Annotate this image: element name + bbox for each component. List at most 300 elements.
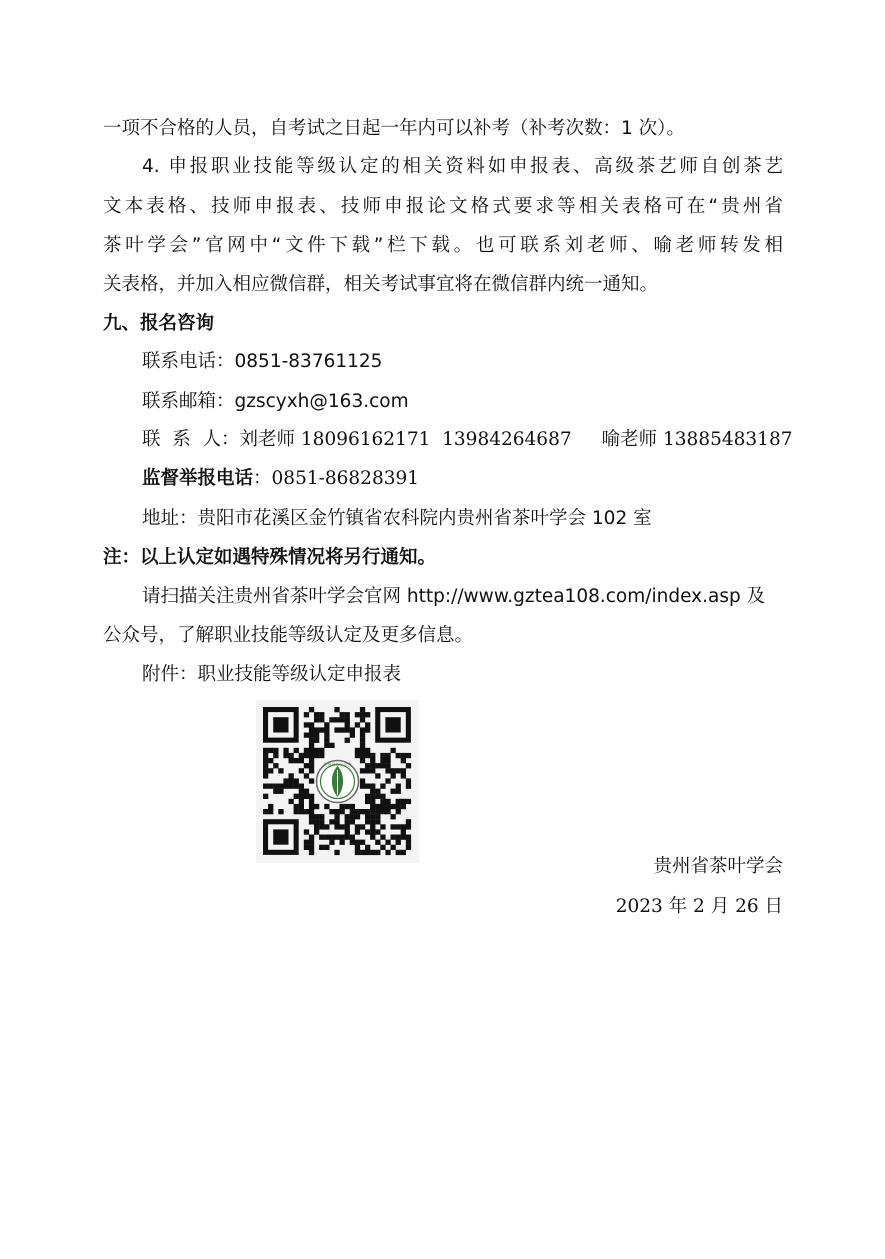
qr-module	[355, 829, 360, 834]
qr-module	[299, 768, 304, 773]
qr-module	[304, 809, 309, 814]
qr-module	[360, 784, 365, 789]
qr-module	[304, 829, 309, 834]
contact-phone-value: 0851-83761125	[234, 351, 383, 372]
qr-module	[309, 845, 314, 850]
attachment[interactable]: 附件：职业技能等级认定申报表	[142, 664, 402, 685]
qr-module	[268, 784, 273, 789]
contact-persons-label: 联 系 人：	[142, 429, 240, 450]
qr-module	[360, 727, 365, 732]
qr-module	[375, 763, 380, 768]
qr-module	[401, 835, 406, 840]
qr-module	[370, 835, 375, 840]
qr-module	[289, 758, 294, 763]
qr-module	[299, 794, 304, 799]
qr-module	[263, 768, 268, 773]
qr-module	[365, 784, 370, 789]
qr-module	[329, 835, 334, 840]
qr-module	[314, 727, 319, 732]
qr-module	[314, 814, 319, 819]
qr-module	[406, 845, 411, 850]
qr-module	[380, 784, 385, 789]
qr-module	[314, 804, 319, 809]
report-phone-colon: ：	[253, 468, 272, 489]
qr-module	[350, 809, 355, 814]
qr-module	[360, 753, 365, 758]
contact-persons	[142, 429, 793, 451]
qr-module	[263, 763, 268, 768]
qr-module	[370, 794, 375, 799]
qr-module	[314, 829, 319, 834]
qr-module	[350, 804, 355, 809]
qr-module	[350, 835, 355, 840]
qr-module	[309, 840, 314, 845]
qr-module	[324, 824, 329, 829]
address-value: 贵阳市花溪区金竹镇省农科院内贵州省茶叶学会 102 室	[197, 508, 652, 529]
qr-module	[304, 712, 309, 717]
qr-module	[355, 850, 360, 855]
qr-module	[385, 763, 390, 768]
qr-module	[391, 814, 396, 819]
qr-module	[401, 758, 406, 763]
qr-module	[345, 738, 350, 743]
qr-module	[355, 845, 360, 850]
qr-module	[294, 809, 299, 814]
qr-module	[380, 835, 385, 840]
qr-module	[360, 778, 365, 783]
qr-module	[355, 809, 360, 814]
qr-module	[334, 814, 339, 819]
qr-module	[309, 794, 314, 799]
qr-module	[375, 789, 380, 794]
qr-module	[370, 814, 375, 819]
qr-module	[396, 799, 401, 804]
qr-module	[309, 814, 314, 819]
qr-module	[324, 845, 329, 850]
qr-module	[401, 773, 406, 778]
paragraph-4-line-1: 4. 申报职业技能等级认定的相关资料如申报表、高级茶艺师自创茶艺	[142, 156, 783, 177]
qr-module	[309, 738, 314, 743]
qr-module	[365, 753, 370, 758]
address	[142, 508, 783, 530]
qr-module	[319, 717, 324, 722]
qr-module	[380, 758, 385, 763]
qr-module	[391, 748, 396, 753]
qr-module	[355, 824, 360, 829]
qr-module	[370, 753, 375, 758]
paragraph-4-line-4: 关表格，并加入相应微信群，相关考试事宜将在微信群内统一通知。	[103, 274, 659, 295]
paragraph-4-line-2: 文本表格、技师申报表、技师申报论文格式要求等相关表格可在“贵州省	[103, 196, 783, 217]
qr-module	[391, 768, 396, 773]
qr-module	[294, 804, 299, 809]
qr-module	[314, 824, 319, 829]
qr-module	[283, 748, 288, 753]
paragraph-4-line-3: 茶叶学会”官网中“文件下载”栏下载。也可联系刘老师、喻老师转发相	[103, 235, 783, 256]
qr-module	[380, 809, 385, 814]
section-9-heading: 九、报名咨询	[103, 313, 215, 334]
qr-module	[370, 850, 375, 855]
qr-module	[319, 814, 324, 819]
qr-module	[319, 819, 324, 824]
qr-module	[375, 809, 380, 814]
qr-module	[365, 845, 370, 850]
qr-module	[299, 789, 304, 794]
qr-module	[375, 850, 380, 855]
qr-module	[299, 799, 304, 804]
qr-module	[360, 824, 365, 829]
qr-module	[375, 819, 380, 824]
qr-module	[273, 763, 278, 768]
qr-module	[304, 748, 309, 753]
qr-module	[370, 784, 375, 789]
qr-module	[406, 840, 411, 845]
qr-module	[289, 753, 294, 758]
qr-module	[391, 789, 396, 794]
qr-module	[309, 835, 314, 840]
qr-module	[355, 753, 360, 758]
qr-module	[340, 804, 345, 809]
qr-module	[263, 758, 268, 763]
qr-module	[360, 733, 365, 738]
qr-module	[360, 717, 365, 722]
qr-module	[304, 722, 309, 727]
qr-finder-pattern	[273, 829, 288, 844]
qr-module	[309, 819, 314, 824]
qr-module	[365, 712, 370, 717]
qr-module	[309, 753, 314, 758]
qr-module	[350, 819, 355, 824]
qr-module	[319, 712, 324, 717]
qr-module	[329, 717, 334, 722]
qr-module	[365, 794, 370, 799]
qr-module	[345, 819, 350, 824]
qr-module	[365, 809, 370, 814]
qr-module	[314, 748, 319, 753]
qr-module	[263, 748, 268, 753]
qr-module	[401, 824, 406, 829]
qr-module	[304, 753, 309, 758]
qr-module	[263, 753, 268, 758]
qr-module	[340, 809, 345, 814]
qr-module	[299, 753, 304, 758]
qr-module	[396, 835, 401, 840]
qr-module	[406, 763, 411, 768]
qr-module	[406, 784, 411, 789]
qr-module	[299, 758, 304, 763]
qr-module	[350, 733, 355, 738]
qr-module	[365, 722, 370, 727]
contact-liu: 刘老师 18096162171 13984264687	[239, 429, 572, 450]
qr-module	[324, 738, 329, 743]
qr-module	[360, 768, 365, 773]
qr-module	[406, 778, 411, 783]
qr-module	[294, 784, 299, 789]
qr-module	[360, 707, 365, 712]
qr-module	[370, 758, 375, 763]
qr-module	[391, 845, 396, 850]
qr-module	[334, 707, 339, 712]
qr-module	[329, 819, 334, 824]
qr-module	[345, 804, 350, 809]
qr-module	[345, 722, 350, 727]
qr-module	[309, 804, 314, 809]
qr-module	[375, 773, 380, 778]
qr-module	[304, 733, 309, 738]
qr-module	[375, 804, 380, 809]
qr-finder-pattern	[273, 717, 288, 732]
qr-module	[283, 753, 288, 758]
qr-module	[324, 804, 329, 809]
qr-module	[391, 773, 396, 778]
qr-module	[268, 809, 273, 814]
qr-module	[299, 784, 304, 789]
qr-module	[278, 768, 283, 773]
qr-module	[380, 794, 385, 799]
qr-module	[355, 840, 360, 845]
signature-org: 贵州省茶叶学会	[653, 856, 783, 877]
qr-module	[294, 778, 299, 783]
qr-module	[401, 753, 406, 758]
qr-module	[385, 840, 390, 845]
contact-phone-label: 联系电话：	[142, 351, 235, 372]
qr-module	[340, 840, 345, 845]
qr-module	[329, 840, 334, 845]
qr-module	[396, 784, 401, 789]
qr-module	[385, 768, 390, 773]
qr-module	[289, 778, 294, 783]
qr-module	[345, 717, 350, 722]
qr-module	[406, 819, 411, 824]
qr-module	[273, 753, 278, 758]
qr-module	[299, 809, 304, 814]
qr-module	[319, 748, 324, 753]
qr-module	[309, 758, 314, 763]
qr-module	[309, 763, 314, 768]
qr-module	[309, 809, 314, 814]
qr-module	[309, 722, 314, 727]
qr-module	[309, 707, 314, 712]
qr-module	[304, 845, 309, 850]
qr-module	[365, 799, 370, 804]
qr-module	[263, 784, 268, 789]
qr-module	[278, 784, 283, 789]
qr-module	[294, 758, 299, 763]
qr-module	[324, 743, 329, 748]
qr-module	[396, 804, 401, 809]
qr-module	[385, 753, 390, 758]
qr-module	[294, 794, 299, 799]
qr-module	[334, 727, 339, 732]
qr-module	[309, 778, 314, 783]
qr-module	[289, 773, 294, 778]
qr-module	[294, 748, 299, 753]
qr-module	[370, 768, 375, 773]
website-line-1[interactable]: 请扫描关注贵州省茶叶学会官网 http://www.gztea108.com/index.asp 及	[142, 586, 766, 607]
qr-module	[385, 804, 390, 809]
qr-module	[370, 819, 375, 824]
qr-module	[334, 717, 339, 722]
qr-module	[365, 850, 370, 855]
qr-module	[396, 850, 401, 855]
address-label: 地址：	[142, 508, 198, 529]
qr-module	[355, 748, 360, 753]
qr-module	[360, 712, 365, 717]
qr-module	[345, 829, 350, 834]
qr-code-image	[256, 700, 419, 863]
qr-module	[309, 850, 314, 855]
qr-module	[380, 763, 385, 768]
qr-module	[309, 727, 314, 732]
qr-module	[314, 717, 319, 722]
qr-module	[268, 804, 273, 809]
qr-module	[380, 804, 385, 809]
qr-module	[396, 840, 401, 845]
qr-module	[314, 819, 319, 824]
qr-module	[319, 753, 324, 758]
qr-module	[406, 835, 411, 840]
qr-module	[334, 824, 339, 829]
qr-module	[334, 835, 339, 840]
qr-module	[340, 717, 345, 722]
contact-yu: 喻老师 13885483187	[601, 429, 793, 450]
qr-module	[355, 814, 360, 819]
qr-module	[314, 738, 319, 743]
qr-module	[380, 799, 385, 804]
qr-module	[401, 804, 406, 809]
qr-module	[406, 824, 411, 829]
qr-module	[385, 850, 390, 855]
report-phone	[142, 468, 783, 490]
qr-module	[360, 738, 365, 743]
qr-module	[340, 824, 345, 829]
qr-module	[345, 712, 350, 717]
special-note: 注：以上认定如遇特殊情况将另行通知。	[103, 547, 437, 568]
qr-module	[350, 840, 355, 845]
qr-module	[365, 763, 370, 768]
qr-module	[401, 850, 406, 855]
qr-module	[324, 727, 329, 732]
qr-module	[350, 814, 355, 819]
qr-module	[396, 768, 401, 773]
report-phone-value: 0851-86828391	[271, 468, 420, 489]
qr-module	[299, 804, 304, 809]
qr-module	[385, 778, 390, 783]
qr-module	[385, 809, 390, 814]
qr-logo-text: 贵州省茶叶学会	[323, 762, 352, 767]
qr-module	[385, 758, 390, 763]
contact-phone	[142, 351, 783, 373]
qr-module	[360, 748, 365, 753]
qr-module	[309, 799, 314, 804]
qr-module	[406, 799, 411, 804]
qr-module	[345, 835, 350, 840]
qr-module	[263, 809, 268, 814]
qr-module	[401, 799, 406, 804]
qr-module	[334, 809, 339, 814]
qr-module	[283, 778, 288, 783]
qr-module	[268, 748, 273, 753]
qr-module	[391, 804, 396, 809]
qr-module	[370, 763, 375, 768]
qr-module	[355, 712, 360, 717]
qr-module	[324, 722, 329, 727]
qr-module	[391, 835, 396, 840]
qr-module	[375, 794, 380, 799]
qr-module	[319, 727, 324, 732]
qr-module	[370, 799, 375, 804]
qr-module	[309, 748, 314, 753]
qr-module	[370, 829, 375, 834]
qr-module	[365, 727, 370, 732]
qr-module	[314, 753, 319, 758]
report-phone-label: 监督举报电话	[142, 468, 254, 489]
qr-module	[401, 768, 406, 773]
qr-module	[304, 789, 309, 794]
qr-module	[340, 835, 345, 840]
qr-module	[263, 794, 268, 799]
qr-module	[304, 840, 309, 845]
qr-module	[365, 829, 370, 834]
qr-module	[370, 789, 375, 794]
signature-date: 2023 年 2 月 26 日	[615, 896, 783, 917]
qr-module	[289, 799, 294, 804]
qr-module	[360, 840, 365, 845]
qr-module	[365, 748, 370, 753]
qr-module	[360, 850, 365, 855]
qr-module	[278, 789, 283, 794]
qr-module	[273, 748, 278, 753]
qr-module	[278, 809, 283, 814]
qr-module	[273, 784, 278, 789]
qr-module	[380, 845, 385, 850]
qr-module	[345, 824, 350, 829]
qr-module	[309, 768, 314, 773]
qr-module	[365, 768, 370, 773]
qr-module	[273, 789, 278, 794]
qr-module	[319, 845, 324, 850]
qr-module	[268, 768, 273, 773]
qr-module	[304, 794, 309, 799]
qr-module	[406, 753, 411, 758]
qr-module	[334, 819, 339, 824]
qr-module	[340, 727, 345, 732]
qr-module	[375, 829, 380, 834]
qr-module	[355, 722, 360, 727]
qr-module	[329, 743, 334, 748]
paragraph-3-tail: 一项不合格的人员，自考试之日起一年内可以补考（补考次数：1 次）。	[103, 118, 685, 139]
qr-module	[396, 753, 401, 758]
qr-module	[314, 733, 319, 738]
qr-module	[319, 824, 324, 829]
qr-module	[345, 727, 350, 732]
qr-module	[304, 773, 309, 778]
qr-module	[375, 840, 380, 845]
qr-module	[370, 824, 375, 829]
contact-email-value[interactable]: gzscyxh@163.com	[234, 391, 409, 412]
contact-email	[142, 391, 783, 413]
qr-finder-pattern	[385, 717, 400, 732]
qr-module	[360, 809, 365, 814]
contact-email-label: 联系邮箱：	[142, 391, 235, 412]
qr-module	[360, 758, 365, 763]
qr-module	[391, 824, 396, 829]
qr-module	[289, 784, 294, 789]
qr-module	[370, 804, 375, 809]
qr-module	[380, 824, 385, 829]
qr-code-graphic	[256, 700, 419, 863]
qr-module	[304, 763, 309, 768]
qr-module	[401, 829, 406, 834]
